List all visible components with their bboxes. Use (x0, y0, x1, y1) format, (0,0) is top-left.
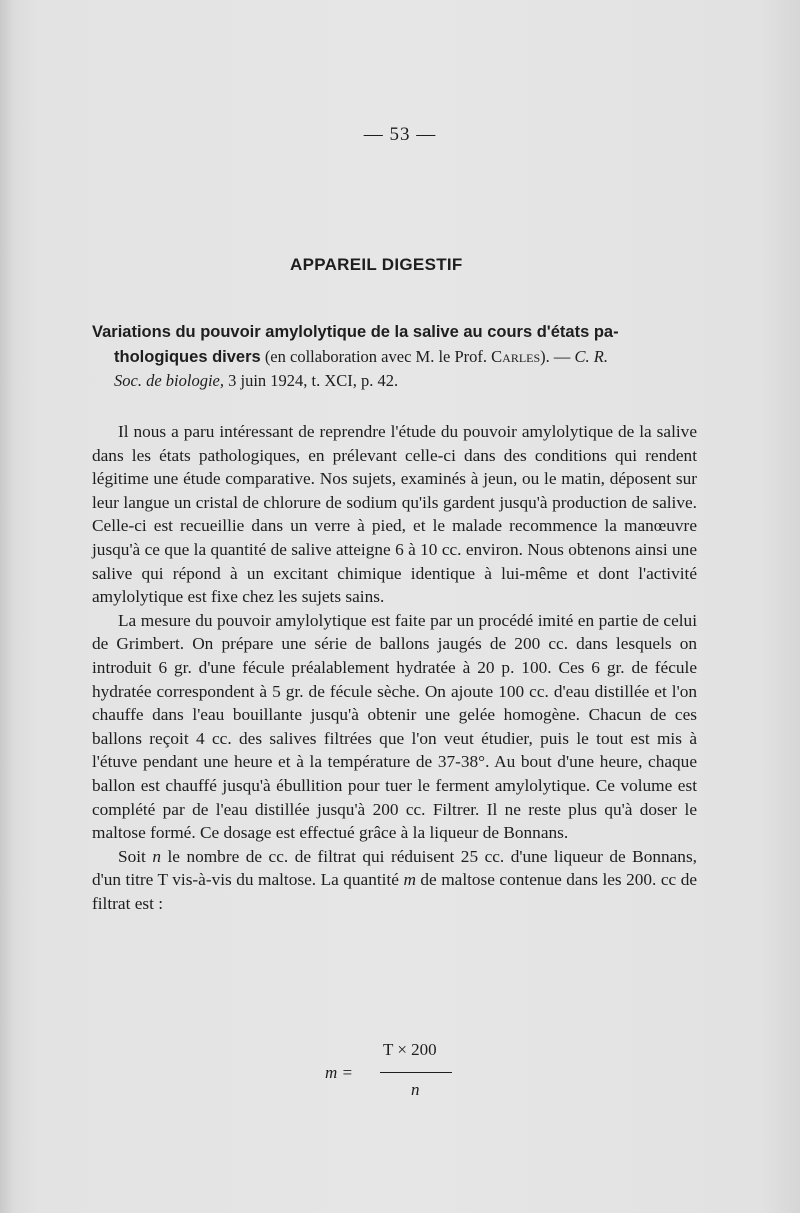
section-title: APPAREIL DIGESTIF (290, 255, 463, 274)
collab-name: Carles (491, 346, 541, 366)
paragraph-1: Il nous a paru intéressant de reprendre l'étude du pouvoir amylolytique de la salive dans les états pathologiques, en prélevant celle-ci dans des conditions qui rendent légitime une étude comparative. Nos sujets, examinés à jeun, ou le matin, déposent sur leur langue un cristal de chlorure de sodium qu'ils gardent jusqu'à production de salive. Celle-ci est recueillie dans un verre à pied, et le malade recommence la manœuvre jusqu'à ce que la quantité de salive atteigne 6 à 10 cc. environ. Nous obtenons ainsi une salive qui répond à un excitant chimique identique à lui-même et dont l'activité amylolytique est fixe chez les sujets sains. (92, 422, 697, 607)
formula (325, 1040, 465, 1106)
bibliographic-entry (92, 320, 712, 393)
paragraph-3-part2: le nombre de cc. de filtrat qui réduisent 25 cc. d'une liqueur de Bonnans, d'un titre T vis-à-vis du maltose. La quantité (92, 846, 697, 890)
formula-denominator: n (411, 1080, 420, 1099)
collab-prefix: (en collaboration avec M. le Prof. (264, 346, 492, 366)
fraction-bar (380, 1072, 452, 1073)
paragraph-2: La mesure du pouvoir amylolytique est faite par un procédé imité en partie de celui de Grimbert. On prépare une série de ballons jaugés de 200 cc. dans lesquels on introduit 6 gr. d'une fécule préalablement hydratée à 20 p. 100. Ces 6 gr. de fécule hydratée correspondent à 5 gr. de fécule sèche. On ajoute 100 cc. d'eau distillée et l'on chauffe dans l'eau bouillante jusqu'à obtenir une gelée homogène. Chacun de ces ballons reçoit 4 cc. des salives filtrées que l'on veut étudier, puis le tout est mis à l'étuve pendant une heure et à la température de 37-38°. Au bout d'une heure, chaque ballon est chauffé jusqu'à ébullition pour tuer le ferment amylolytique. Ce volume est complété par de l'eau distillée jusqu'à 200 cc. Filtrer. Il ne reste plus qu'à doser le maltose formé. Ce dosage est effectué grâce à la liqueur de Bonnans. (92, 610, 697, 843)
entry-continuation (92, 345, 712, 393)
paragraph-3-part3: de maltose contenue dans les 200. cc de filtrat est : (92, 870, 697, 913)
paragraph-3 (92, 845, 697, 916)
page-number: — 53 — (363, 124, 437, 145)
variable-m: m (403, 870, 416, 890)
citation: 3 juin 1924, t. XCI, p. 42. (223, 371, 399, 390)
formula-lhs (325, 1063, 353, 1083)
paragraph-3-part1: Soit (118, 846, 153, 866)
formula-numerator: T × 200 (383, 1040, 437, 1059)
entry-title-line1: Variations du pouvoir amylolytique de la salive au cours d'états pa- (92, 323, 619, 341)
journal-abbr: C. R. (574, 346, 609, 366)
collab-suffix: ). — (540, 346, 575, 366)
body-text (92, 420, 697, 915)
journal-name: Soc. de biologie, (114, 371, 224, 390)
variable-n: n (152, 846, 161, 866)
formula-lhs-text: m = (325, 1063, 353, 1082)
entry-title-line2: thologiques divers (114, 347, 261, 366)
